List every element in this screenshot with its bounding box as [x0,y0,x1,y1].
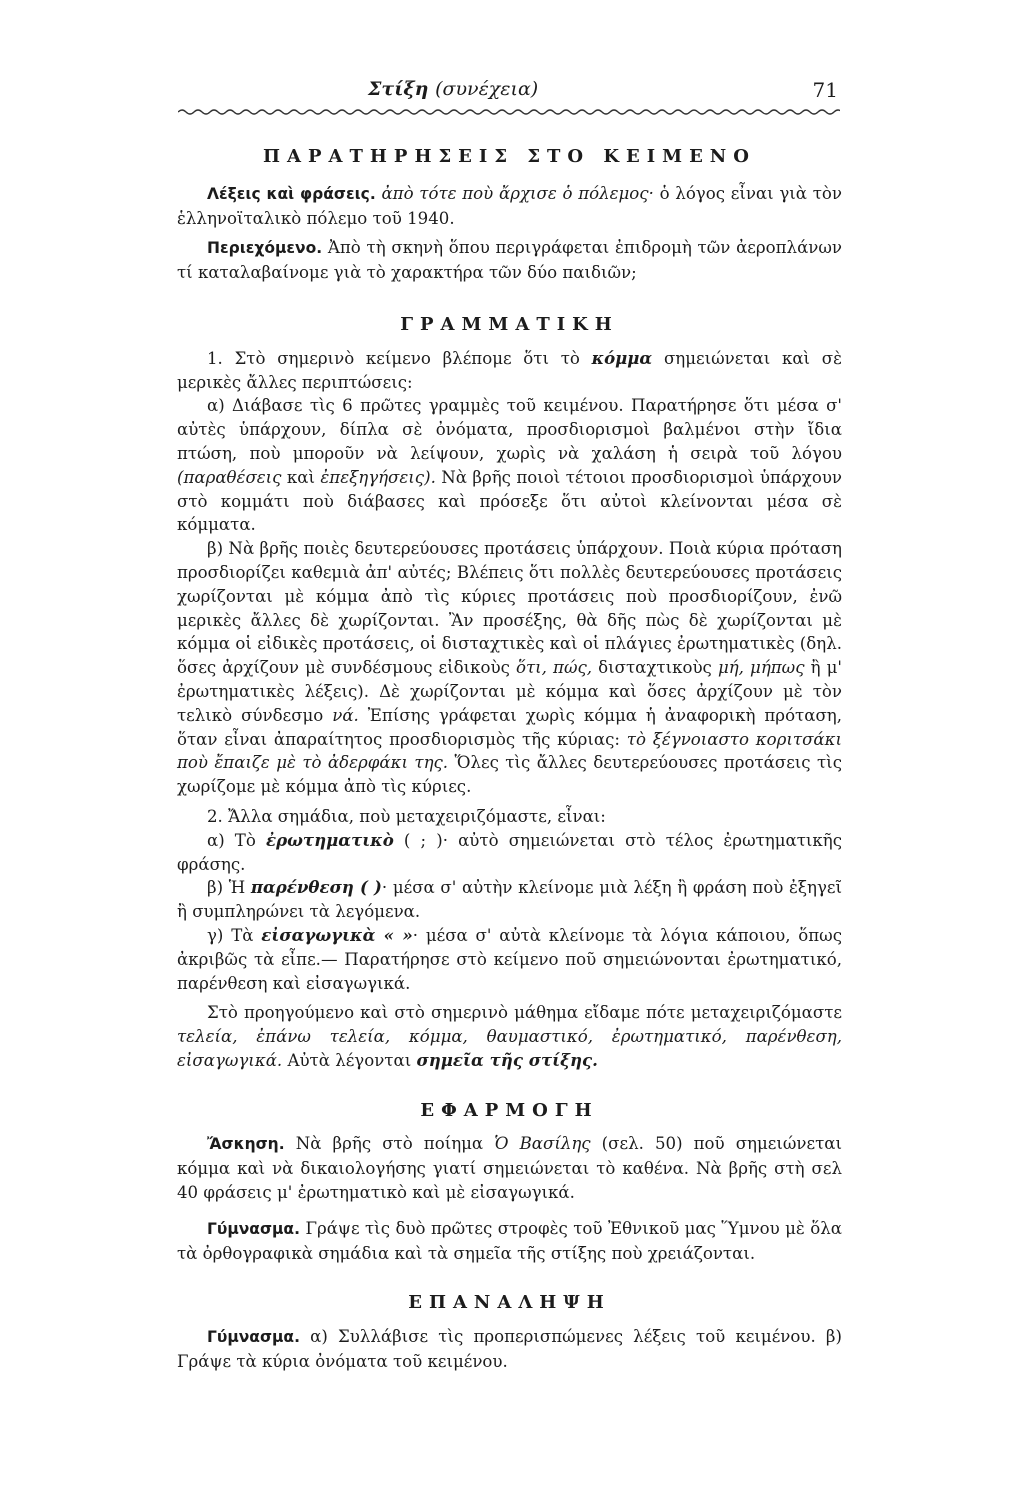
paragraph-grammar-a: α) Διάβασε τὶς 6 πρῶτες γραμμὲς τοῦ κειμένου. Παρατήρησε ὅτι μέσα σ' αὐτὲς ὑπάρχουν, δίπλα σὲ ὀνόματα, προσδιορισμοὶ βαλμένοι στὴν ἴδια πτώση, ποὺ μποροῦν νὰ λείψουν, χωρὶς νὰ χαλάση ἡ σειρὰ τοῦ λόγου (παραθέσεις καὶ ἐπεξηγήσεις). Νὰ βρῆς ποιοὶ τέτοιοι προσδιορισμοὶ ὑπάρχουν στὸ κομμάτι ποὺ διάβασες καὶ πρόσεξε ὅτι αὐτοὶ κλείνονται μέσα σὲ κόμματα. [177,396,842,535]
running-head [178,78,840,114]
section-heading-grammar: ΓΡΑΜΜΑΤΙΚΗ [400,313,619,335]
paragraph-exercise: Ἄσκηση. Νὰ βρῆς στὸ ποίημα Ὁ Βασίλης (σελ. 50) ποῦ σημειώνεται κόμμα καὶ νὰ δικαιολογήσης γιατί σημειώνεται τὸ καθένα. Νὰ βρῆς στὴ σελ 40 φράσεις μ' ἐρωτηματικὸ καὶ μὲ εἰσαγωγικά. [177,1134,842,1203]
term-question-mark: ἐρωτηματικὸ [266,829,394,850]
paragraph-summary: Στὸ προηγούμενο καὶ στὸ σημερινὸ μάθημα εἴδαμε πότε μεταχειριζόμαστε τελεία, ἐπάνω τελεία, κόμμα, θαυμαστικό, ἐρωτηματικό, παρένθεση, εἰσαγωγικά. Αὐτὰ λέγονται σημεῖα τῆς στίξης. [177,1003,842,1070]
term-quotation-marks: εἰσαγωγικὰ « » [261,924,413,945]
chapter-title: Στίξη (συνέχεια) [368,78,539,100]
quote-words: ἀπὸ τότε ποὺ ἄρχισε ὁ πόλεμος· [381,183,654,203]
wavy-rule [178,106,840,118]
paragraph-content [177,236,842,285]
page-body [177,145,842,1374]
item-quotation-marks: γ) Τὰ εἰσαγωγικὰ « »· μέσα σ' αὐτὰ κλείνομε τὰ λόγια κάποιου, ὅπως ἀκριβῶς τὰ εἶπε.— Παρατήρησε στὸ κείμενο ποῦ σημειώνονται ἐρωτηματικό, παρένθεση καὶ εἰσαγωγικά. [177,924,842,993]
chapter-subtitle: (συνέχεια) [435,78,539,100]
label-content: Περιεχόμενο. [207,239,323,258]
label-words: Λέξεις καὶ φράσεις. [207,184,376,203]
section-heading-review: ΕΠΑΝΑΛΗΨΗ [408,1292,611,1314]
page-number: 71 [812,78,838,102]
label-drill: Γύμνασμα. [207,1219,300,1238]
label-review-drill: Γύμνασμα. [207,1328,300,1347]
paragraph-drill: Γύμνασμα. Γράψε τὶς δυὸ πρῶτες στροφὲς τοῦ Ἐθνικοῦ μας Ὕμνου μὲ ὅλα τὰ ὀρθογραφικὰ σημάδια καὶ τὰ σημεῖα τῆς στίξης ποὺ χρειάζονται. [177,1218,842,1263]
paragraph-words [177,182,842,231]
section-heading-application: ΕΦΑΡΜΟΓΗ [420,1099,599,1121]
text-content: Ἀπὸ τὴ σκηνὴ ὅπου περιγράφεται ἐπιδρομὴ τῶν ἀεροπλάνων τί καταλαβαίνομε γιὰ τὸ χαρακτήρα τῶν δύο παιδιῶν; [177,238,842,283]
term-parenthesis: παρένθεση ( ) [250,877,382,898]
term-punctuation-marks: σημεῖα τῆς στίξης. [416,1049,598,1070]
item-parenthesis: β) Ἡ παρένθεση ( )· μέσα σ' αὐτὴν κλείνομε μιὰ λέξη ἢ φράση ποὺ ἐξηγεῖ ἢ συμπληρώνει τὰ λεγόμενα. [177,877,843,922]
paragraph-grammar-1: 1. Στὸ σημερινὸ κείμενο βλέπομε ὅτι τὸ κόμμα σημειώνεται καὶ σὲ μερικὲς ἄλλες περιπτώσεις: [177,347,842,392]
paragraph-review: Γύμνασμα. α) Συλλάβισε τὶς προπερισπώμενες λέξεις τοῦ κειμένου. β) Γράψε τὰ κύρια ὀνόματα τοῦ κειμένου. [177,1327,842,1372]
text-words: ὁ λόγος εἶναι γιὰ τὸν ἑλληνοϊταλικὸ πόλεμο τοῦ 1940. [177,183,842,228]
item-question-mark: α) Τὸ ἐρωτηματικὸ ( ; )· αὐτὸ σημειώνεται στὸ τέλος ἐρωτηματικῆς φράσης. [177,829,842,874]
label-exercise: Ἄσκηση. [207,1135,285,1154]
section-heading-observations: ΠΑΡΑΤΗΡΗΣΕΙΣ ΣΤΟ ΚΕΙΜΕΝΟ [263,146,756,167]
term-comma: κόμμα [591,347,653,368]
paragraph-grammar-b: β) Νὰ βρῆς ποιὲς δευτερεύουσες προτάσεις ὑπάρχουν. Ποιὰ κύρια πρόταση προσδιορίζει καθεμιὰ ἀπ' αὐτές; Βλέπεις ὅτι πολλὲς δευτερεύουσες προτάσεις χωρίζονται μὲ κόμμα ἀπὸ τὶς κύριες προτάσεις ποὺ προσδιορίζουν, ἐνῶ μερικὲς ἄλλες δὲ χωρίζονται. Ἂν προσέξης, θὰ δῆς πὼς δὲ χωρίζονται μὲ κόμμα οἱ εἰδικὲς προτάσεις, οἱ δισταχτικὲς καὶ οἱ πλάγιες ἐρωτηματικὲς (δηλ. ὅσες ἀρχίζουν μὲ συνδέσμους εἰδικοὺς ὅτι, πώς, δισταχτικοὺς μή, μήπως ἢ μ' ἐρωτηματικὲς λέξεις). Δὲ χωρίζονται μὲ κόμμα καὶ ὅσες ἀρχίζουν μὲ τὸν τελικὸ σύνδεσμο νά. Ἐπίσης γράφεται χωρὶς κόμμα ἡ ἀναφορικὴ πρόταση, ὅταν εἶναι ἀπαραίτητος προσδιορισμὸς τῆς κύριας: τὸ ξέγνοιαστο κοριτσάκι ποὺ ἔπαιζε μὲ τὸ ἀδερφάκι της. Ὅλες τὶς ἄλλες δευτερεύουσες προτάσεις τὶς χωρίζομε μὲ κόμμα ἀπὸ τὶς κύριες. [177,539,842,797]
punctuation-list: τελεία, ἐπάνω τελεία, κόμμα, θαυμαστικό, ἐρωτηματικό, παρένθεση, εἰσαγωγικά. [177,1027,842,1070]
paragraph-grammar-2: 2. Ἄλλα σημάδια, ποὺ μεταχειριζόμαστε, εἶναι: [207,806,606,826]
example-sentence: τὸ ξέγνοιαστο κοριτσάκι ποὺ ἔπαιζε μὲ τὸ ἀδερφάκι της. [177,729,842,773]
poem-title: Ὁ Βασίλης [494,1134,591,1154]
